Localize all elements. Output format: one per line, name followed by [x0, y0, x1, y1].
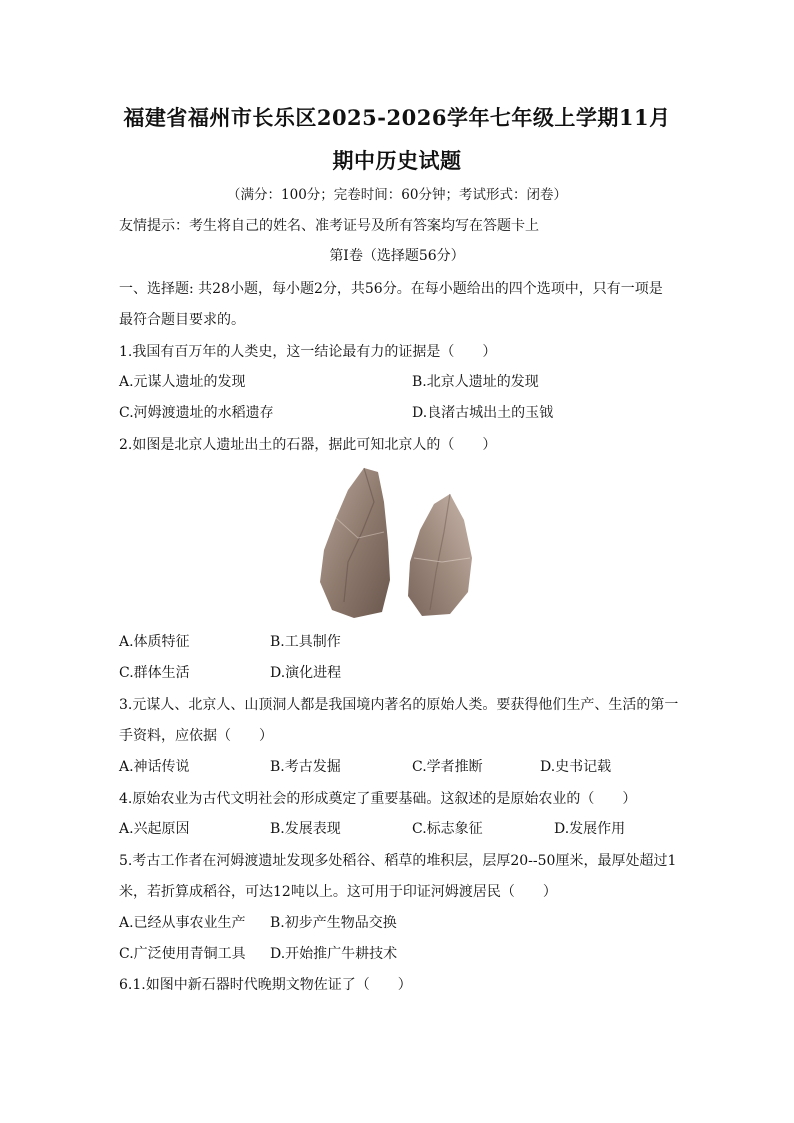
stone-tools-image: [314, 462, 478, 622]
question-1-option-a: A.元谋人遗址的发现: [119, 374, 246, 390]
notice: 友情提示：考生将自己的姓名、准考证号及所有答案均写在答题卡上: [119, 218, 539, 234]
question-2-option-b: B.工具制作: [270, 634, 341, 650]
question-1-stem: 1.我国有百万年的人类史，这一结论最有力的证据是（ ）: [119, 344, 497, 360]
instructions-line1: 一、选择题: 共28小题，每小题2分，共56分。在每小题给出的四个选项中，只有一项是: [119, 281, 663, 297]
question-3-option-b: B.考古发掘: [270, 759, 341, 775]
section-title: 第Ⅰ卷（选择题56分）: [329, 248, 465, 264]
question-3-option-d: D.史书记载: [540, 759, 612, 775]
question-5-option-b: B.初步产生物品交换: [270, 915, 397, 931]
question-6-stem: 6.1.如图中新石器时代晚期文物佐证了（ ）: [119, 977, 412, 993]
question-5-option-d: D.开始推广牛耕技术: [270, 946, 398, 962]
question-5-stem-line2: 米，若折算成稻谷，可达12吨以上。这可用于印证河姆渡居民（ ）: [119, 884, 557, 900]
question-5-option-a: A.已经从事农业生产: [119, 915, 246, 931]
question-4-option-a: A.兴起原因: [119, 821, 190, 837]
exam-title-line2: 期中历史试题: [332, 148, 462, 173]
question-1-option-d: D.良渚古城出土的玉钺: [412, 405, 554, 421]
question-5-option-c: C.广泛使用青铜工具: [119, 946, 246, 962]
question-2-option-a: A.体质特征: [119, 634, 190, 650]
exam-title-line1: 福建省福州市长乐区2025-2026学年七年级上学期11月: [123, 105, 671, 130]
question-1-option-b: B.北京人遗址的发现: [412, 374, 539, 390]
question-3-stem-line1: 3.元谋人、北京人、山顶洞人都是我国境内著名的原始人类。要获得他们生产、生活的第一: [119, 697, 679, 713]
question-1-option-c: C.河姆渡遗址的水稻遗存: [119, 405, 274, 421]
question-2-option-d: D.演化进程: [270, 665, 342, 681]
instructions-line2: 最符合题目要求的。: [119, 312, 245, 328]
question-3-option-a: A.神话传说: [119, 759, 190, 775]
question-4-option-d: D.发展作用: [554, 821, 626, 837]
question-2-option-c: C.群体生活: [119, 665, 190, 681]
question-3-option-c: C.学者推断: [412, 759, 483, 775]
question-4-option-c: C.标志象征: [412, 821, 483, 837]
exam-info: （满分：100分；完卷时间：60分钟；考试形式：闭卷）: [227, 187, 567, 203]
question-4-stem: 4.原始农业为古代文明社会的形成奠定了重要基础。这叙述的是原始农业的（ ）: [119, 791, 637, 807]
question-4-option-b: B.发展表现: [270, 821, 341, 837]
question-2-stem: 2.如图是北京人遗址出土的石器，据此可知北京人的（ ）: [119, 437, 497, 453]
question-5-stem-line1: 5.考古工作者在河姆渡遗址发现多处稻谷、稻草的堆积层，层厚20--50厘米，最厚处超过1: [119, 853, 677, 869]
question-3-stem-line2: 手资料，应依据（ ）: [119, 728, 273, 744]
